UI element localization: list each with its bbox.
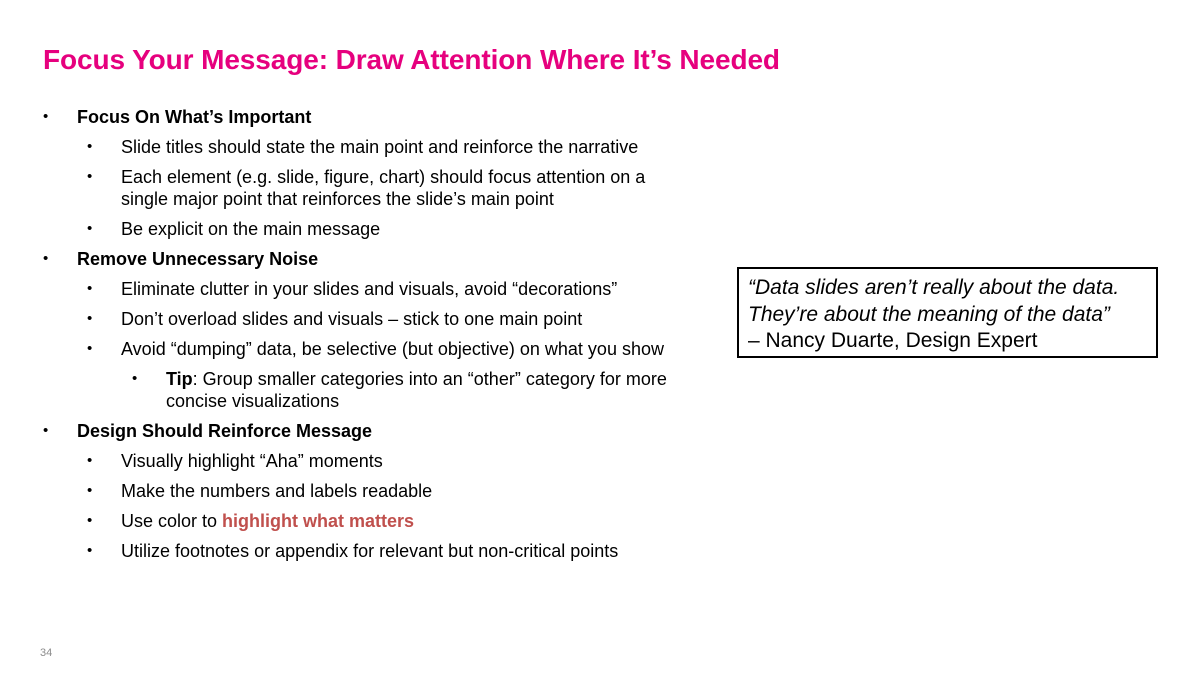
list-item [43,278,723,300]
list-item [43,450,723,472]
section-heading [43,420,723,442]
bullet-icon: • [43,108,49,125]
list-item [43,480,723,502]
bullet-icon: • [43,250,49,267]
heading-text: Focus On What’s Important [77,107,312,127]
list-item [43,166,681,210]
item-text: Eliminate clutter in your slides and visuals, avoid “decorations” [121,279,618,299]
tip-text: : Group smaller categories into an “other” category for more concise visualizations [166,369,667,411]
tip-label: Tip [166,369,193,389]
heading-text: Remove Unnecessary Noise [77,249,319,269]
bullet-icon: • [87,340,93,357]
bullet-icon: • [87,280,93,297]
item-text-prefix: Use color to [121,511,223,531]
item-text: Slide titles should state the main point and reinforce the narrative [121,137,639,157]
list-item [43,308,723,330]
item-text: Be explicit on the main message [121,219,381,239]
page-number: 34 [40,647,53,659]
item-text: Visually highlight “Aha” moments [121,451,383,471]
quote-box [737,267,1158,358]
bullet-icon: • [87,512,93,529]
bullet-icon: • [87,310,93,327]
item-text: Utilize footnotes or appendix for relevant but non-critical points [121,541,619,561]
section-noise [43,248,723,412]
quote-line-1: “Data slides aren’t really about the data. [748,276,1120,299]
bullet-icon: • [87,220,93,237]
tip-item [43,368,696,412]
list-item [43,136,723,158]
list-item [43,338,723,360]
bullet-icon: • [87,482,93,499]
section-heading [43,248,723,270]
bullet-icon: • [87,452,93,469]
item-text: Each element (e.g. slide, figure, chart) should focus attention on a single major point that reinforces the slide’s main point [121,167,646,209]
list-item [43,510,723,532]
section-design [43,420,723,562]
bullet-icon: • [43,422,49,439]
item-text: Avoid “dumping” data, be selective (but objective) on what you show [121,339,664,359]
bullet-icon: • [87,138,93,155]
bullet-icon: • [132,370,138,387]
section-heading [43,106,723,128]
list-item [43,218,723,240]
slide-title: Focus Your Message: Draw Attention Where It’s Needed [43,44,780,75]
bullet-icon: • [87,168,93,185]
quote-attribution: – Nancy Duarte, Design Expert [748,329,1038,352]
list-item [43,540,723,562]
quote-line-2: They’re about the meaning of the data” [748,302,1110,326]
bullet-content [43,106,723,570]
bullet-icon: • [87,542,93,559]
section-focus [43,106,723,240]
highlighted-text: highlight what matters [222,511,415,531]
item-text: Don’t overload slides and visuals – stick to one main point [121,309,583,329]
heading-text: Design Should Reinforce Message [77,421,373,441]
item-text: Make the numbers and labels readable [121,481,433,501]
